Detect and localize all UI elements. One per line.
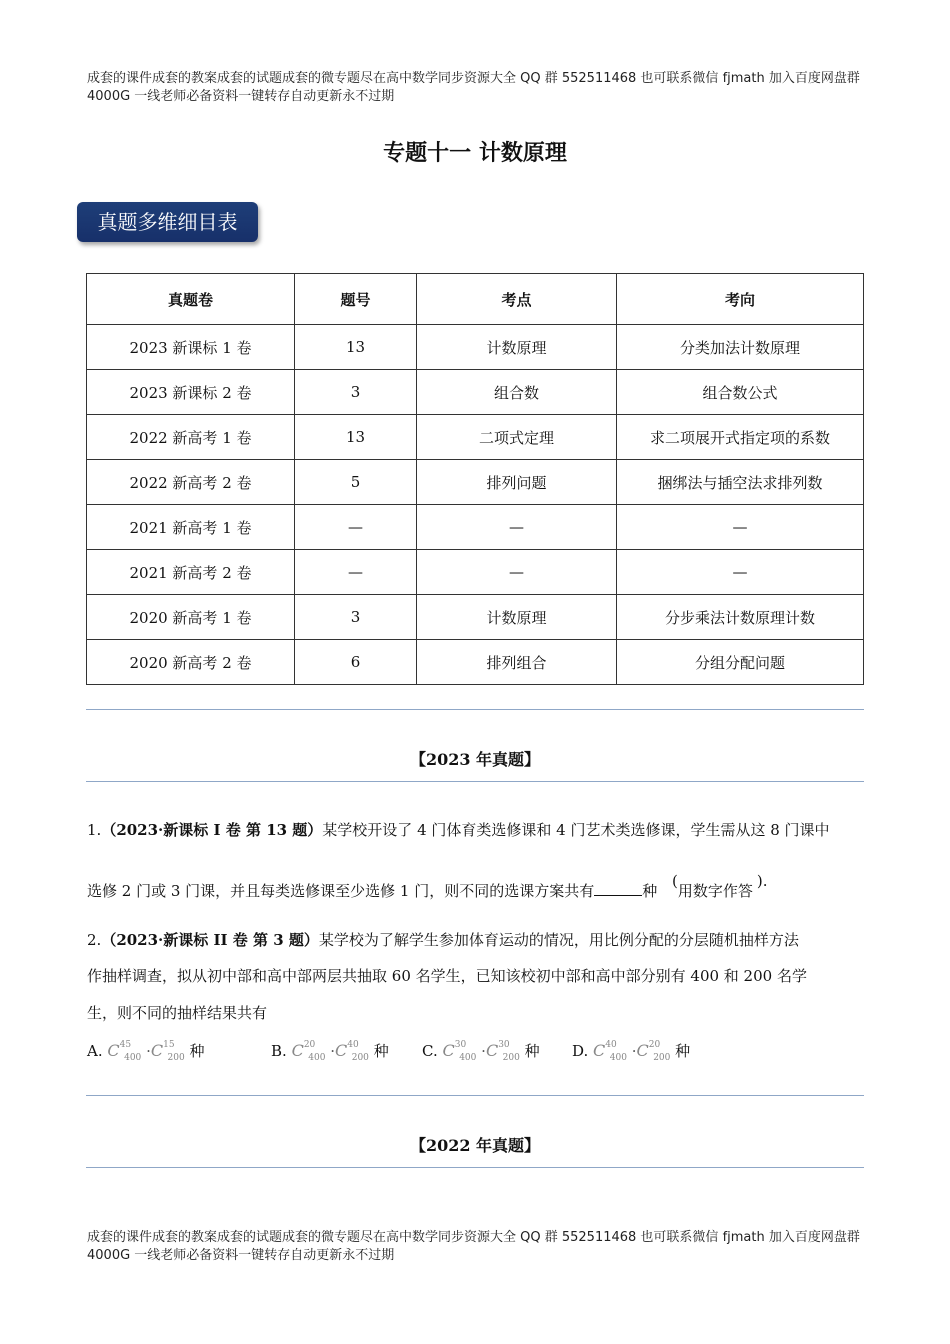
- answer-blank[interactable]: [594, 879, 642, 896]
- table-cell: 2021 新高考 1 卷: [87, 505, 295, 550]
- table-row: [87, 595, 864, 640]
- table-cell: 组合数: [417, 370, 617, 415]
- table-cell: 2022 新高考 2 卷: [87, 460, 295, 505]
- col-header-exam: 真题卷: [87, 274, 295, 325]
- table-cell: 分类加法计数原理: [617, 325, 864, 370]
- question-text: 某学校开设了 4 门体育类选修课和 4 门艺术类选修课，学生需从这 8 门课中: [322, 821, 830, 839]
- combination-symbol: C: [107, 1041, 120, 1060]
- question-2-line-3: [87, 998, 865, 1028]
- combination-symbol: C: [593, 1041, 606, 1060]
- col-header-topic: 考点: [417, 274, 617, 325]
- col-header-direction: 考向: [617, 274, 864, 325]
- unit-text: 种: [189, 1042, 205, 1060]
- superscript: 20: [303, 1040, 316, 1050]
- header-note: 成套的课件成套的教案成套的试题成套的微专题尽在高中数学同步资源大全 QQ 群 552511468 也可联系微信 fjmath 加入百度网盘群 4000G 一线老师必备资料一键转存自动更新永不过期: [87, 71, 860, 104]
- table-cell: 5: [295, 460, 417, 505]
- question-number: 2.: [87, 931, 102, 949]
- question-2: [87, 925, 865, 955]
- option-a[interactable]: [87, 1040, 205, 1061]
- combination-symbol: C: [150, 1041, 164, 1060]
- superscript: 30: [498, 1040, 510, 1050]
- table-cell: 计数原理: [417, 325, 617, 370]
- subscript: 400: [459, 1053, 477, 1063]
- table-header-row: [87, 274, 864, 325]
- option-label: B.: [271, 1042, 287, 1060]
- answer-format-note: 用数字作答: [677, 882, 753, 900]
- superscript: 30: [454, 1040, 467, 1050]
- subscript: 200: [502, 1053, 520, 1063]
- multiply-dot: ·: [146, 1042, 151, 1060]
- subscript: 400: [308, 1053, 326, 1063]
- question-source: （2023·新课标 II 卷 第 3 题）: [101, 931, 319, 949]
- table-cell: 排列问题: [417, 460, 617, 505]
- superscript: 45: [119, 1040, 132, 1050]
- question-2-line-2: [87, 961, 865, 991]
- table-cell: 2020 新高考 2 卷: [87, 640, 295, 685]
- table-row: [87, 460, 864, 505]
- divider: [86, 1167, 864, 1168]
- option-d[interactable]: [572, 1040, 690, 1061]
- table-cell: —: [295, 550, 417, 595]
- question-source: （2023·新课标 I 卷 第 13 题）: [101, 821, 323, 839]
- option-c[interactable]: [422, 1040, 540, 1061]
- table-cell: —: [417, 550, 617, 595]
- table-cell: 2021 新高考 2 卷: [87, 550, 295, 595]
- option-b[interactable]: [271, 1040, 389, 1061]
- table-cell: 2022 新高考 1 卷: [87, 415, 295, 460]
- option-label: D.: [572, 1042, 589, 1060]
- footer-note: 成套的课件成套的教案成套的试题成套的微专题尽在高中数学同步资源大全 QQ 群 552511468 也可联系微信 fjmath 加入百度网盘群 4000G 一线老师必备资料一键转存自动更新永不过期: [87, 1230, 860, 1263]
- table-row: [87, 550, 864, 595]
- table-row: [87, 370, 864, 415]
- table-cell: 2023 新课标 1 卷: [87, 325, 295, 370]
- superscript: 20: [648, 1040, 661, 1050]
- combination-symbol: C: [442, 1041, 455, 1060]
- subscript: 400: [124, 1053, 142, 1063]
- question-text: 某学校为了解学生参加体育运动的情况，用比例分配的分层随机抽样方法: [318, 931, 799, 949]
- question-1: [87, 815, 865, 845]
- table-cell: —: [295, 505, 417, 550]
- superscript: 15: [163, 1040, 175, 1050]
- col-header-number: 题号: [295, 274, 417, 325]
- paren-close: ).: [756, 872, 768, 890]
- exam-breakdown-table: [86, 273, 864, 685]
- table-cell: 2023 新课标 2 卷: [87, 370, 295, 415]
- paren-open: (: [672, 872, 678, 890]
- table-cell: 13: [295, 325, 417, 370]
- subscript: 200: [351, 1053, 369, 1063]
- table-cell: 分组分配问题: [617, 640, 864, 685]
- divider: [86, 1095, 864, 1096]
- table-cell: —: [617, 550, 864, 595]
- option-label: A.: [87, 1042, 103, 1060]
- superscript: 40: [605, 1040, 617, 1050]
- combination-symbol: C: [636, 1041, 649, 1060]
- superscript: 40: [347, 1040, 359, 1050]
- combination-symbol: C: [291, 1041, 304, 1060]
- table-row: [87, 505, 864, 550]
- table-cell: 3: [295, 595, 417, 640]
- answer-options: [87, 1040, 865, 1074]
- divider: [86, 781, 864, 782]
- option-label: C.: [422, 1042, 438, 1060]
- subscript: 400: [609, 1053, 627, 1063]
- table-cell: 3: [295, 370, 417, 415]
- question-text: 生，则不同的抽样结果共有: [87, 1004, 268, 1022]
- table-cell: 排列组合: [417, 640, 617, 685]
- table-cell: 计数原理: [417, 595, 617, 640]
- table-row: [87, 640, 864, 685]
- table-cell: 二项式定理: [417, 415, 617, 460]
- table-cell: 13: [295, 415, 417, 460]
- multiply-dot: ·: [631, 1042, 637, 1060]
- question-1-line-2: [87, 872, 865, 906]
- table-cell: 组合数公式: [617, 370, 864, 415]
- combination-symbol: C: [335, 1041, 348, 1060]
- multiply-dot: ·: [330, 1042, 336, 1060]
- unit-text: 种: [524, 1042, 540, 1060]
- question-number: 1.: [87, 821, 102, 839]
- combination-symbol: C: [485, 1041, 499, 1060]
- table-cell: —: [617, 505, 864, 550]
- multiply-dot: ·: [481, 1042, 486, 1060]
- table-cell: 捆绑法与插空法求排列数: [617, 460, 864, 505]
- unit-text: 种: [675, 1042, 691, 1060]
- question-text: 选修 2 门或 3 门课，并且每类选修课至少选修 1 门，则不同的选课方案共有: [87, 882, 595, 900]
- section-heading-2022: 【2022 年真题】: [409, 1136, 541, 1155]
- section-heading-2023: 【2023 年真题】: [409, 750, 541, 769]
- table-row: [87, 415, 864, 460]
- section-badge: 真题多维细目表: [77, 202, 258, 242]
- question-text: 作抽样调查，拟从初中部和高中部两层共抽取 60 名学生，已知该校初中部和高中部分别有 400 和 200 名学: [87, 967, 807, 985]
- table-cell: 求二项展开式指定项的系数: [617, 415, 864, 460]
- table-cell: 6: [295, 640, 417, 685]
- table-cell: —: [417, 505, 617, 550]
- table-cell: 分步乘法计数原理计数: [617, 595, 864, 640]
- subscript: 200: [653, 1053, 671, 1063]
- page-title: 专题十一 计数原理: [383, 141, 567, 166]
- divider: [86, 709, 864, 710]
- unit-text: 种: [373, 1042, 389, 1060]
- unit-text: 种: [642, 882, 658, 900]
- table-row: [87, 325, 864, 370]
- table-cell: 2020 新高考 1 卷: [87, 595, 295, 640]
- subscript: 200: [167, 1053, 185, 1063]
